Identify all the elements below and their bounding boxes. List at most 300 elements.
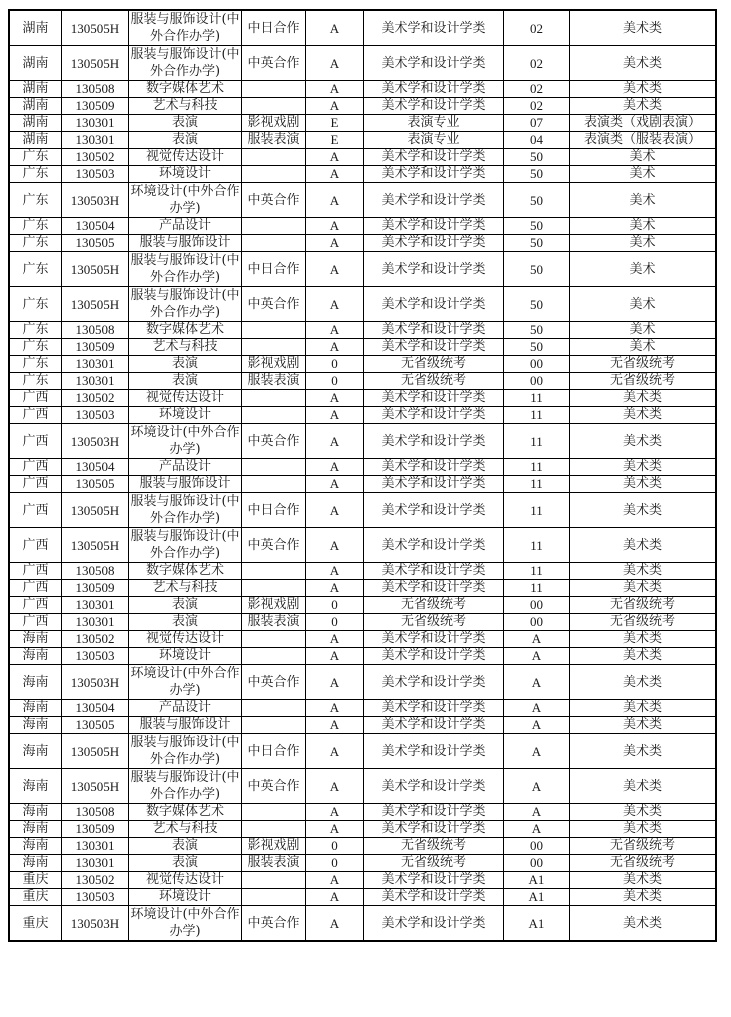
province-cell: 湖南 bbox=[9, 98, 62, 115]
direction-cell: 中英合作 bbox=[242, 906, 306, 942]
level-cell: A bbox=[306, 459, 364, 476]
province-type-cell: 美术类 bbox=[570, 906, 717, 942]
direction-cell: 中日合作 bbox=[242, 493, 306, 528]
level-cell: A bbox=[306, 889, 364, 906]
table-row bbox=[9, 889, 716, 906]
level-cell: A bbox=[306, 287, 364, 322]
province-code-cell: 00 bbox=[504, 356, 570, 373]
exam-category-cell: 美术学和设计学类 bbox=[364, 252, 504, 287]
province-cell: 海南 bbox=[9, 804, 62, 821]
exam-category-cell: 美术学和设计学类 bbox=[364, 287, 504, 322]
major-name-cell: 环境设计(中外合作办学) bbox=[130, 184, 240, 216]
exam-category-cell: 美术学和设计学类 bbox=[364, 821, 504, 838]
table-row bbox=[9, 597, 716, 614]
province-type-cell: 美术类 bbox=[570, 872, 717, 889]
exam-category-cell: 表演专业 bbox=[364, 115, 504, 132]
province-cell: 海南 bbox=[9, 855, 62, 872]
province-type-cell: 美术类 bbox=[570, 717, 717, 734]
level-cell: A bbox=[306, 665, 364, 700]
direction-cell bbox=[242, 631, 306, 648]
major-name-cell: 环境设计(中外合作办学) bbox=[130, 425, 240, 457]
province-cell: 重庆 bbox=[9, 889, 62, 906]
major-name-cell: 艺术与科技 bbox=[129, 339, 242, 356]
province-cell: 湖南 bbox=[9, 46, 62, 81]
table-row bbox=[9, 252, 716, 287]
province-code-cell: 02 bbox=[504, 46, 570, 81]
exam-category-cell: 美术学和设计学类 bbox=[364, 81, 504, 98]
exam-category-cell: 美术学和设计学类 bbox=[364, 563, 504, 580]
province-type-cell: 美术类 bbox=[570, 580, 717, 597]
exam-category-cell: 无省级统考 bbox=[364, 356, 504, 373]
major-code-cell: 130301 bbox=[62, 115, 129, 132]
province-type-cell: 美术类 bbox=[570, 700, 717, 717]
major-name-cell: 服装与服饰设计 bbox=[129, 476, 242, 493]
level-cell: A bbox=[306, 81, 364, 98]
major-code-cell: 130503H bbox=[62, 424, 129, 459]
major-name-cell: 服装与服饰设计(中外合作办学) bbox=[130, 288, 240, 320]
major-name-cell: 视觉传达设计 bbox=[129, 149, 242, 166]
exam-category-cell: 美术学和设计学类 bbox=[364, 734, 504, 769]
province-code-cell: A bbox=[504, 665, 570, 700]
direction-cell bbox=[242, 700, 306, 717]
level-cell: A bbox=[306, 252, 364, 287]
major-name-cell: 环境设计(中外合作办学) bbox=[130, 666, 240, 698]
province-code-cell: A bbox=[504, 700, 570, 717]
table-row bbox=[9, 528, 716, 563]
major-code-cell: 130301 bbox=[62, 132, 129, 149]
major-name-cell: 服装与服饰设计 bbox=[129, 717, 242, 734]
province-code-cell: A bbox=[504, 631, 570, 648]
major-code-cell: 130504 bbox=[62, 218, 129, 235]
major-code-cell: 130503H bbox=[62, 906, 129, 942]
major-code-cell: 130505H bbox=[62, 734, 129, 769]
table-row bbox=[9, 115, 716, 132]
level-cell: A bbox=[306, 407, 364, 424]
direction-cell: 中英合作 bbox=[242, 183, 306, 218]
province-code-cell: A bbox=[504, 648, 570, 665]
direction-cell: 中英合作 bbox=[242, 287, 306, 322]
province-code-cell: 11 bbox=[504, 407, 570, 424]
province-type-cell: 美术 bbox=[570, 287, 717, 322]
major-code-cell: 130503H bbox=[62, 183, 129, 218]
direction-cell: 影视戏剧 bbox=[242, 838, 306, 855]
direction-cell: 中日合作 bbox=[242, 10, 306, 46]
province-cell: 广东 bbox=[9, 166, 62, 183]
major-code-cell: 130504 bbox=[62, 700, 129, 717]
table-row bbox=[9, 769, 716, 804]
level-cell: E bbox=[306, 115, 364, 132]
table-row bbox=[9, 821, 716, 838]
province-cell: 海南 bbox=[9, 648, 62, 665]
province-cell: 海南 bbox=[9, 838, 62, 855]
major-name-cell: 视觉传达设计 bbox=[129, 872, 242, 889]
province-type-cell: 美术 bbox=[570, 166, 717, 183]
province-code-cell: 00 bbox=[504, 855, 570, 872]
direction-cell bbox=[242, 218, 306, 235]
major-name-cell: 环境设计 bbox=[129, 648, 242, 665]
direction-cell bbox=[242, 149, 306, 166]
level-cell: E bbox=[306, 132, 364, 149]
direction-cell bbox=[242, 390, 306, 407]
province-type-cell: 美术类 bbox=[570, 98, 717, 115]
province-type-cell: 无省级统考 bbox=[570, 838, 717, 855]
direction-cell: 中日合作 bbox=[242, 734, 306, 769]
province-code-cell: 11 bbox=[504, 528, 570, 563]
province-cell: 广西 bbox=[9, 580, 62, 597]
major-code-cell: 130502 bbox=[62, 390, 129, 407]
province-type-cell: 无省级统考 bbox=[570, 373, 717, 390]
province-code-cell: 50 bbox=[504, 339, 570, 356]
level-cell: A bbox=[306, 631, 364, 648]
level-cell: A bbox=[306, 648, 364, 665]
province-code-cell: 50 bbox=[504, 252, 570, 287]
major-name-cell: 表演 bbox=[129, 373, 242, 390]
major-code-cell: 130503 bbox=[62, 889, 129, 906]
major-name-cell: 环境设计 bbox=[129, 889, 242, 906]
table-row bbox=[9, 906, 716, 942]
province-type-cell: 美术 bbox=[570, 339, 717, 356]
province-code-cell: A bbox=[504, 804, 570, 821]
province-cell: 广西 bbox=[9, 528, 62, 563]
province-cell: 广西 bbox=[9, 493, 62, 528]
major-code-cell: 130502 bbox=[62, 872, 129, 889]
province-cell: 广东 bbox=[9, 356, 62, 373]
major-code-cell: 130509 bbox=[62, 98, 129, 115]
province-code-cell: 50 bbox=[504, 322, 570, 339]
direction-cell: 影视戏剧 bbox=[242, 356, 306, 373]
level-cell: A bbox=[306, 906, 364, 942]
major-name-cell: 环境设计 bbox=[129, 166, 242, 183]
table-row bbox=[9, 10, 716, 46]
direction-cell: 服装表演 bbox=[242, 132, 306, 149]
province-type-cell: 美术类 bbox=[570, 528, 717, 563]
province-cell: 广东 bbox=[9, 339, 62, 356]
level-cell: A bbox=[306, 872, 364, 889]
province-code-cell: A bbox=[504, 734, 570, 769]
major-name-cell: 服装与服饰设计(中外合作办学) bbox=[130, 12, 240, 44]
province-code-cell: A1 bbox=[504, 906, 570, 942]
province-cell: 广西 bbox=[9, 407, 62, 424]
province-cell: 广东 bbox=[9, 373, 62, 390]
major-name-cell: 服装与服饰设计 bbox=[129, 235, 242, 252]
level-cell: A bbox=[306, 769, 364, 804]
province-cell: 湖南 bbox=[9, 132, 62, 149]
province-code-cell: 00 bbox=[504, 373, 570, 390]
exam-category-cell: 美术学和设计学类 bbox=[364, 424, 504, 459]
major-code-cell: 130505H bbox=[62, 493, 129, 528]
province-cell: 广西 bbox=[9, 563, 62, 580]
major-name-cell: 服装与服饰设计(中外合作办学) bbox=[130, 47, 240, 79]
province-code-cell: 00 bbox=[504, 597, 570, 614]
major-code-cell: 130503H bbox=[62, 665, 129, 700]
exam-category-cell: 美术学和设计学类 bbox=[364, 322, 504, 339]
direction-cell bbox=[242, 804, 306, 821]
province-code-cell: 50 bbox=[504, 166, 570, 183]
direction-cell bbox=[242, 717, 306, 734]
exam-category-cell: 美术学和设计学类 bbox=[364, 493, 504, 528]
level-cell: A bbox=[306, 218, 364, 235]
level-cell: A bbox=[306, 734, 364, 769]
major-name-cell: 表演 bbox=[129, 838, 242, 855]
province-cell: 广东 bbox=[9, 252, 62, 287]
level-cell: A bbox=[306, 10, 364, 46]
exam-category-cell: 美术学和设计学类 bbox=[364, 98, 504, 115]
province-type-cell: 美术类 bbox=[570, 493, 717, 528]
major-code-cell: 130301 bbox=[62, 356, 129, 373]
level-cell: A bbox=[306, 424, 364, 459]
exam-category-cell: 美术学和设计学类 bbox=[364, 10, 504, 46]
province-code-cell: 11 bbox=[504, 580, 570, 597]
exam-category-cell: 美术学和设计学类 bbox=[364, 889, 504, 906]
province-cell: 广西 bbox=[9, 390, 62, 407]
level-cell: 0 bbox=[306, 356, 364, 373]
province-cell: 海南 bbox=[9, 769, 62, 804]
major-name-cell: 表演 bbox=[129, 597, 242, 614]
exam-category-cell: 美术学和设计学类 bbox=[364, 528, 504, 563]
province-code-cell: 11 bbox=[504, 476, 570, 493]
province-type-cell: 美术类 bbox=[570, 46, 717, 81]
direction-cell bbox=[242, 872, 306, 889]
major-name-cell: 表演 bbox=[129, 855, 242, 872]
level-cell: A bbox=[306, 235, 364, 252]
province-type-cell: 美术类 bbox=[570, 81, 717, 98]
province-code-cell: 50 bbox=[504, 218, 570, 235]
major-code-cell: 130508 bbox=[62, 81, 129, 98]
exam-category-cell: 美术学和设计学类 bbox=[364, 665, 504, 700]
level-cell: A bbox=[306, 563, 364, 580]
province-type-cell: 美术类 bbox=[570, 734, 717, 769]
table-row bbox=[9, 373, 716, 390]
exam-category-cell: 美术学和设计学类 bbox=[364, 580, 504, 597]
exam-category-cell: 无省级统考 bbox=[364, 614, 504, 631]
province-cell: 湖南 bbox=[9, 81, 62, 98]
province-type-cell: 美术类 bbox=[570, 648, 717, 665]
province-cell: 湖南 bbox=[9, 10, 62, 46]
table-row bbox=[9, 339, 716, 356]
major-name-cell: 表演 bbox=[129, 132, 242, 149]
province-type-cell: 美术 bbox=[570, 252, 717, 287]
level-cell: A bbox=[306, 390, 364, 407]
province-type-cell: 无省级统考 bbox=[570, 614, 717, 631]
table-row bbox=[9, 166, 716, 183]
table-row bbox=[9, 149, 716, 166]
province-cell: 广西 bbox=[9, 459, 62, 476]
table-row bbox=[9, 287, 716, 322]
major-enrollment-table bbox=[8, 9, 717, 942]
major-name-cell: 环境设计(中外合作办学) bbox=[130, 907, 240, 939]
table-row bbox=[9, 424, 716, 459]
major-code-cell: 130505H bbox=[62, 769, 129, 804]
exam-category-cell: 美术学和设计学类 bbox=[364, 459, 504, 476]
province-cell: 广西 bbox=[9, 424, 62, 459]
province-code-cell: A1 bbox=[504, 872, 570, 889]
major-name-cell: 服装与服饰设计(中外合作办学) bbox=[130, 494, 240, 526]
major-name-cell: 数字媒体艺术 bbox=[129, 563, 242, 580]
major-name-cell: 服装与服饰设计(中外合作办学) bbox=[130, 529, 240, 561]
table-row bbox=[9, 322, 716, 339]
province-code-cell: 02 bbox=[504, 81, 570, 98]
province-code-cell: A1 bbox=[504, 889, 570, 906]
major-name-cell: 数字媒体艺术 bbox=[129, 322, 242, 339]
province-code-cell: 11 bbox=[504, 424, 570, 459]
direction-cell: 影视戏剧 bbox=[242, 115, 306, 132]
direction-cell: 中日合作 bbox=[242, 252, 306, 287]
major-name-cell: 环境设计 bbox=[129, 407, 242, 424]
province-cell: 广东 bbox=[9, 218, 62, 235]
province-type-cell: 美术类 bbox=[570, 459, 717, 476]
direction-cell bbox=[242, 81, 306, 98]
table-row bbox=[9, 183, 716, 218]
table-row bbox=[9, 407, 716, 424]
table-row bbox=[9, 356, 716, 373]
major-code-cell: 130505H bbox=[62, 528, 129, 563]
table-row bbox=[9, 631, 716, 648]
table-row bbox=[9, 734, 716, 769]
province-type-cell: 美术类 bbox=[570, 10, 717, 46]
exam-category-cell: 美术学和设计学类 bbox=[364, 166, 504, 183]
direction-cell bbox=[242, 889, 306, 906]
province-cell: 广东 bbox=[9, 235, 62, 252]
province-code-cell: 50 bbox=[504, 149, 570, 166]
level-cell: A bbox=[306, 166, 364, 183]
table-row bbox=[9, 132, 716, 149]
exam-category-cell: 美术学和设计学类 bbox=[364, 339, 504, 356]
province-code-cell: 50 bbox=[504, 183, 570, 218]
direction-cell: 影视戏剧 bbox=[242, 597, 306, 614]
exam-category-cell: 无省级统考 bbox=[364, 373, 504, 390]
province-code-cell: 00 bbox=[504, 614, 570, 631]
level-cell: A bbox=[306, 339, 364, 356]
major-code-cell: 130505H bbox=[62, 252, 129, 287]
province-cell: 广西 bbox=[9, 597, 62, 614]
table-row bbox=[9, 493, 716, 528]
province-cell: 重庆 bbox=[9, 906, 62, 942]
province-type-cell: 美术 bbox=[570, 322, 717, 339]
level-cell: A bbox=[306, 149, 364, 166]
major-code-cell: 130502 bbox=[62, 631, 129, 648]
exam-category-cell: 美术学和设计学类 bbox=[364, 804, 504, 821]
province-type-cell: 美术类 bbox=[570, 424, 717, 459]
direction-cell: 中英合作 bbox=[242, 528, 306, 563]
exam-category-cell: 美术学和设计学类 bbox=[364, 46, 504, 81]
province-type-cell: 表演类（戏剧表演） bbox=[570, 115, 717, 132]
major-code-cell: 130301 bbox=[62, 614, 129, 631]
exam-category-cell: 美术学和设计学类 bbox=[364, 906, 504, 942]
province-code-cell: 02 bbox=[504, 98, 570, 115]
level-cell: A bbox=[306, 528, 364, 563]
major-code-cell: 130503 bbox=[62, 407, 129, 424]
major-name-cell: 表演 bbox=[129, 115, 242, 132]
table-row bbox=[9, 648, 716, 665]
table-row bbox=[9, 580, 716, 597]
table-row bbox=[9, 563, 716, 580]
direction-cell bbox=[242, 648, 306, 665]
province-type-cell: 美术类 bbox=[570, 769, 717, 804]
table-body bbox=[9, 10, 716, 941]
exam-category-cell: 美术学和设计学类 bbox=[364, 631, 504, 648]
direction-cell bbox=[242, 235, 306, 252]
table-row bbox=[9, 872, 716, 889]
exam-category-cell: 美术学和设计学类 bbox=[364, 476, 504, 493]
major-name-cell: 表演 bbox=[129, 356, 242, 373]
major-code-cell: 130301 bbox=[62, 373, 129, 390]
exam-category-cell: 美术学和设计学类 bbox=[364, 390, 504, 407]
direction-cell: 服装表演 bbox=[242, 373, 306, 390]
province-type-cell: 美术 bbox=[570, 218, 717, 235]
exam-category-cell: 美术学和设计学类 bbox=[364, 872, 504, 889]
exam-category-cell: 无省级统考 bbox=[364, 855, 504, 872]
major-name-cell: 服装与服饰设计(中外合作办学) bbox=[130, 770, 240, 802]
province-type-cell: 无省级统考 bbox=[570, 356, 717, 373]
major-code-cell: 130505H bbox=[62, 10, 129, 46]
province-cell: 广东 bbox=[9, 322, 62, 339]
direction-cell: 中英合作 bbox=[242, 665, 306, 700]
exam-category-cell: 无省级统考 bbox=[364, 838, 504, 855]
level-cell: A bbox=[306, 46, 364, 81]
major-name-cell: 产品设计 bbox=[129, 218, 242, 235]
province-type-cell: 美术 bbox=[570, 149, 717, 166]
major-name-cell: 艺术与科技 bbox=[129, 98, 242, 115]
major-name-cell: 产品设计 bbox=[129, 700, 242, 717]
province-type-cell: 美术类 bbox=[570, 563, 717, 580]
table-row bbox=[9, 81, 716, 98]
major-name-cell: 表演 bbox=[129, 614, 242, 631]
major-name-cell: 视觉传达设计 bbox=[129, 631, 242, 648]
province-type-cell: 美术类 bbox=[570, 821, 717, 838]
direction-cell: 服装表演 bbox=[242, 855, 306, 872]
province-code-cell: A bbox=[504, 821, 570, 838]
level-cell: A bbox=[306, 821, 364, 838]
direction-cell bbox=[242, 98, 306, 115]
direction-cell: 服装表演 bbox=[242, 614, 306, 631]
major-code-cell: 130301 bbox=[62, 597, 129, 614]
province-type-cell: 无省级统考 bbox=[570, 597, 717, 614]
major-code-cell: 130503 bbox=[62, 166, 129, 183]
level-cell: 0 bbox=[306, 597, 364, 614]
exam-category-cell: 美术学和设计学类 bbox=[364, 183, 504, 218]
province-type-cell: 美术类 bbox=[570, 804, 717, 821]
province-code-cell: 11 bbox=[504, 459, 570, 476]
table-row bbox=[9, 476, 716, 493]
province-code-cell: 02 bbox=[504, 10, 570, 46]
province-type-cell: 美术 bbox=[570, 183, 717, 218]
major-name-cell: 艺术与科技 bbox=[129, 821, 242, 838]
province-type-cell: 美术类 bbox=[570, 631, 717, 648]
major-code-cell: 130502 bbox=[62, 149, 129, 166]
province-code-cell: 04 bbox=[504, 132, 570, 149]
exam-category-cell: 美术学和设计学类 bbox=[364, 407, 504, 424]
direction-cell bbox=[242, 580, 306, 597]
province-code-cell: 11 bbox=[504, 493, 570, 528]
province-code-cell: 11 bbox=[504, 563, 570, 580]
major-code-cell: 130509 bbox=[62, 580, 129, 597]
level-cell: A bbox=[306, 493, 364, 528]
major-name-cell: 视觉传达设计 bbox=[129, 390, 242, 407]
direction-cell bbox=[242, 459, 306, 476]
province-cell: 重庆 bbox=[9, 872, 62, 889]
province-cell: 广东 bbox=[9, 149, 62, 166]
level-cell: A bbox=[306, 183, 364, 218]
province-type-cell: 美术类 bbox=[570, 390, 717, 407]
direction-cell bbox=[242, 563, 306, 580]
direction-cell: 中英合作 bbox=[242, 769, 306, 804]
table-row bbox=[9, 614, 716, 631]
exam-category-cell: 美术学和设计学类 bbox=[364, 717, 504, 734]
direction-cell bbox=[242, 339, 306, 356]
exam-category-cell: 表演专业 bbox=[364, 132, 504, 149]
province-cell: 广西 bbox=[9, 476, 62, 493]
table-row bbox=[9, 459, 716, 476]
